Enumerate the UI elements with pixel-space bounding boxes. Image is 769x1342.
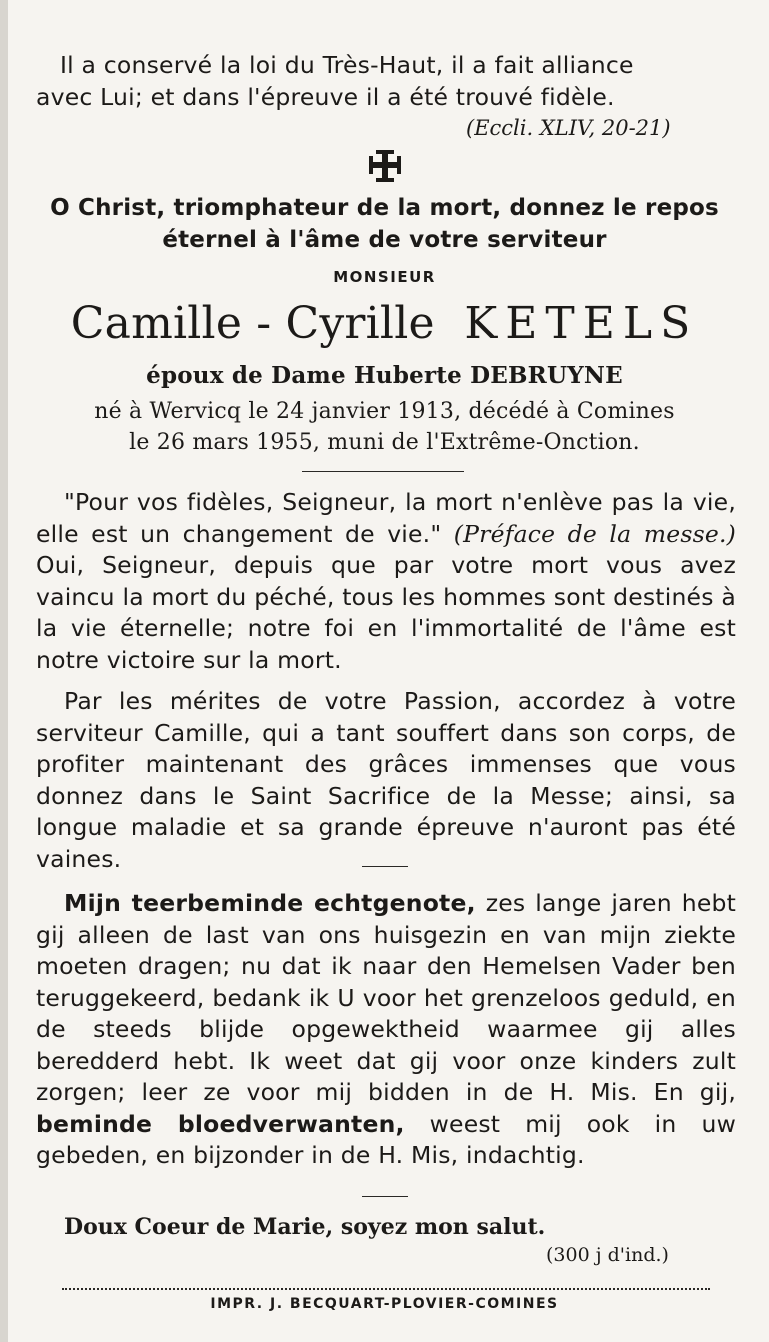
deceased-surname: KETELS <box>464 298 699 349</box>
dutch-lead: Mijn teerbeminde echtgenote, <box>64 889 476 917</box>
prayer-line-1: O Christ, triomphateur de la mort, donnez le repos <box>50 195 719 221</box>
french-citation: (Préface de la messe.) <box>453 519 737 548</box>
dutch-mid-bold: beminde bloedverwanten, <box>36 1109 405 1138</box>
french-paragraph-2-text: Par les mérites de votre Passion, accordez à votre serviteur Camille, qui a tant souffert dans son corps, de profiter maintenant des grâces immenses que vous donnez dans le Saint Sacrifice de la Messe; ainsi, sa longue maladie et sa grande épreuve n'auront pas été vaines. <box>36 687 736 873</box>
french-paragraph-1 <box>36 487 736 677</box>
birth-death <box>0 396 769 458</box>
birth-death-line-2: le 26 mars 1955, muni de l'Extrême-Onction. <box>129 430 640 455</box>
prayer-heading <box>0 193 769 256</box>
dotted-rule <box>62 1288 710 1290</box>
french-quote: "Pour vos fidèles, Seigneur, la mort n'enlève pas la vie, elle est un changement de vie." <box>36 488 736 548</box>
deceased-first-names: Camille - Cyrille <box>70 298 435 349</box>
printer-credit: IMPR. J. BECQUART-PLOVIER-COMINES <box>210 1296 559 1312</box>
epigraph-line-1: Il a conservé la loi du Très-Haut, il a fait alliance <box>60 51 634 79</box>
epigraph-line-2: avec Lui; et dans l'épreuve il a été trouvé fidèle. <box>36 82 615 111</box>
cross-icon <box>367 148 403 184</box>
indulgence: (300 j d'ind.) <box>546 1244 669 1266</box>
epigraph <box>36 50 740 113</box>
french-paragraph-2 <box>36 686 736 876</box>
divider-3 <box>362 1196 408 1197</box>
divider-2 <box>362 866 408 867</box>
divider-1 <box>302 471 464 472</box>
dutch-part-2: weest mij ook in uw gebeden, en bijzonder in de H. Mis, indachtig. <box>36 1109 736 1169</box>
invocation: Doux Coeur de Marie, soyez mon salut. <box>64 1214 546 1240</box>
honorific: MONSIEUR <box>333 268 436 286</box>
epigraph-reference: (Eccli. XLIV, 20-21) <box>466 116 671 140</box>
deceased-name <box>0 292 769 362</box>
dutch-paragraph <box>36 888 736 1208</box>
french-paragraph-1-rest: Oui, Seigneur, depuis que par votre mort vous avez vaincu la mort du péché, tous les hommes sont destinés à la vie éternelle; notre foi en l'immortalité de l'âme est notre victoire sur la mort. <box>36 551 736 674</box>
spouse-line: époux de Dame Huberte DEBRUYNE <box>146 362 623 389</box>
dutch-part-1: zes lange jaren hebt gij alleen de last van ons huisgezin en van mijn ziekte moeten dragen; nu dat ik naar den Hemelsen Vader ben teruggekeerd, bedank ik U voor het grenzeloos geduld, en de steeds blijde opgewektheid waarmee gij alles beredderd hebt. Ik weet dat gij voor onze kinders zult zorgen; leer ze voor mij bidden in de H. Mis. En gij, <box>36 889 737 1106</box>
birth-death-line-1: né à Wervicq le 24 janvier 1913, décédé à Comines <box>94 399 675 424</box>
prayer-line-2: éternel à l'âme de votre serviteur <box>162 226 607 253</box>
